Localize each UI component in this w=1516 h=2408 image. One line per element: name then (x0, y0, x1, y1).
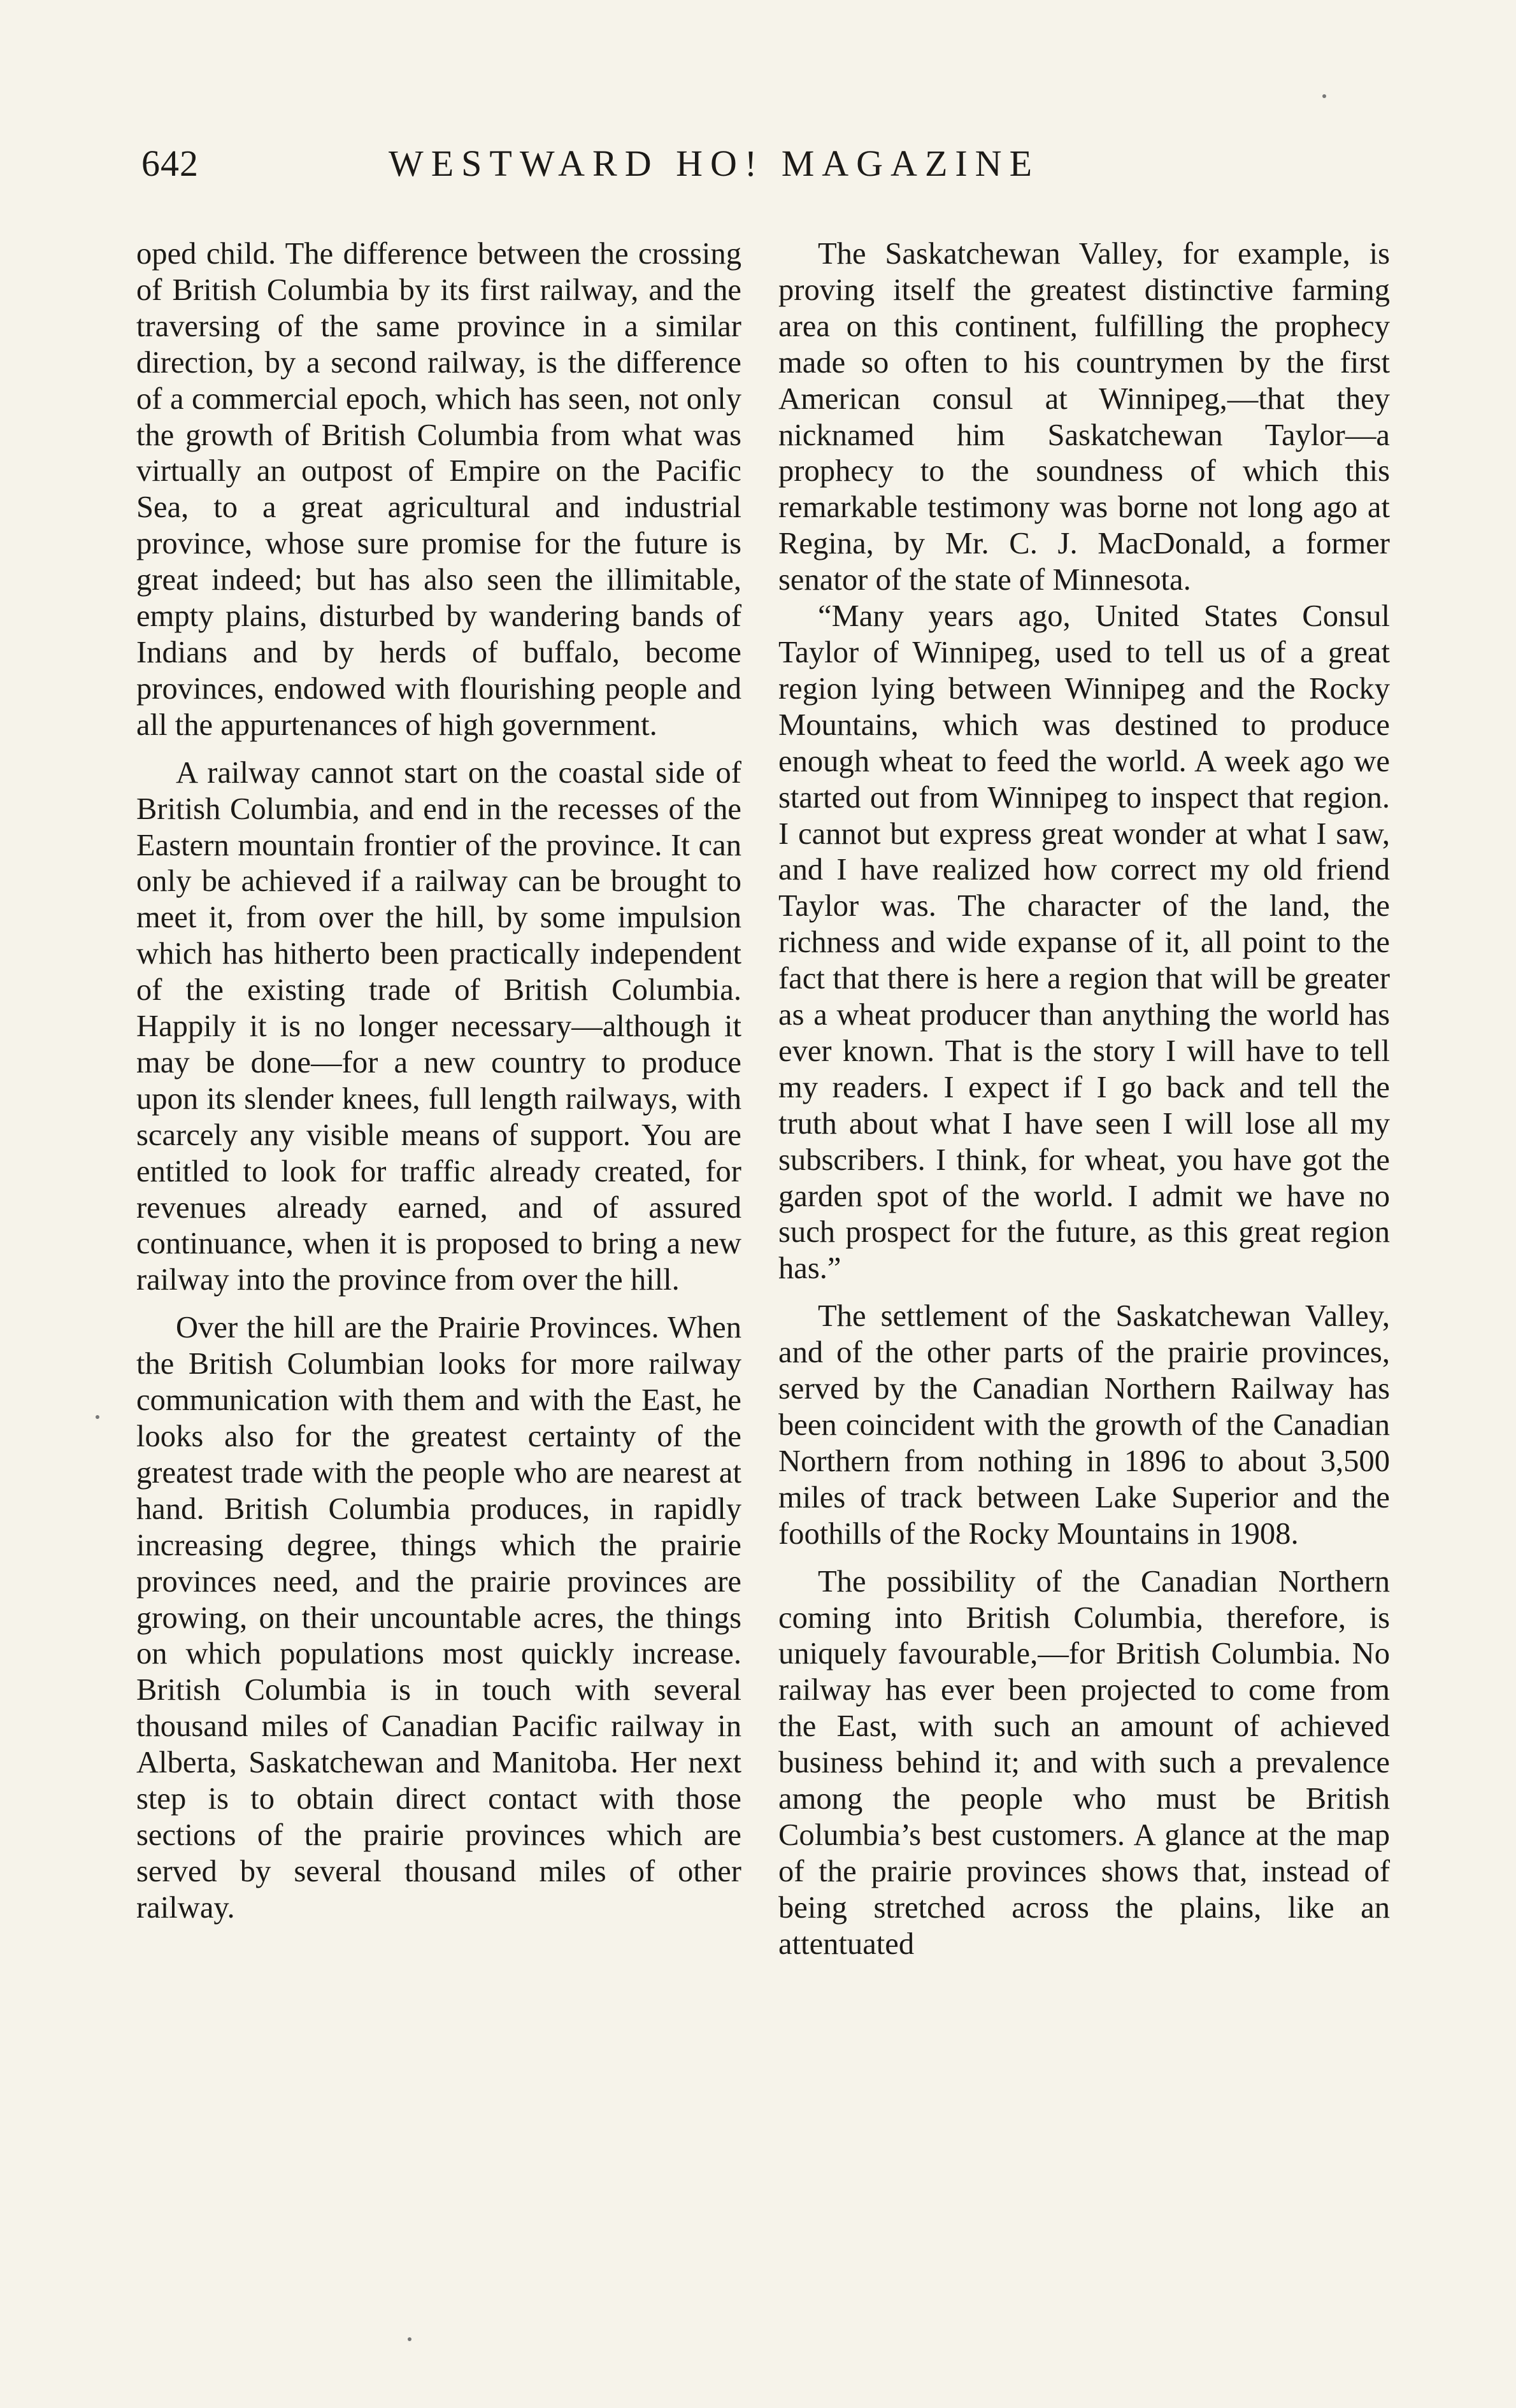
paragraph: Over the hill are the Prairie Provinces. When the British Columbian looks for more railway communication with them and with the East, he looks also for the greatest certainty of the greatest trade with the people who are nearest at hand. British Columbia produces, in rapidly increasing degree, things which the prairie provinces need, and the prairie provinces are growing, on their uncountable acres, the things on which populations most quickly increase. British Columbia is in touch with several thousand miles of Canadian Pacific railway in Alberta, Saskatchewan and Manitoba. Her next step is to obtain direct contact with those sections of the prairie provinces which are served by several thousand miles of other railway. (136, 1310, 741, 1925)
paper-speck (408, 2337, 411, 2341)
paragraph: A railway cannot start on the coastal side of British Columbia, and end in the recesses of the Eastern mountain frontier of the province. It can only be achieved if a railway can be brought to meet it, from over the hill, by some impulsion which has hitherto been practically independent of the existing trade of British Columbia. Happily it is no longer necessary—although it may be done—for a new country to produce upon its slender knees, full length railways, with scarcely any visible means of support. You are entitled to look for traffic already created, for revenues already earned, and of assured continuance, when it is proposed to bring a new railway into the province from over the hill. (136, 755, 741, 1297)
paragraph: The possibility of the Canadian Northern coming into British Columbia, therefore, is uniquely favourable,—for British Columbia. No railway has ever been projected to come from the East, with such an amount of achieved business behind it; and with such a prevalence among the people who must be British Columbia’s best customers. A glance at the map of the prairie provinces shows that, instead of being stretched across the plains, like an attentuated (778, 1564, 1390, 1961)
paper-speck (96, 1415, 99, 1419)
paragraph: oped child. The difference between the crossing of British Columbia by its first railway, and the traversing of the same province in a similar direction, by a second railway, is the difference of a commercial epoch, which has seen, not only the growth of British Columbia from what was virtually an outpost of Empire on the Pacific Sea, to a great agricultural and industrial province, whose sure promise for the future is great indeed; but has also seen the illimitable, empty plains, disturbed by wandering bands of Indians and by herds of buffalo, become provinces, endowed with flourishing people and all the appurtenances of high government. (136, 236, 741, 742)
paragraph: The settlement of the Saskatchewan Valley, and of the other parts of the prairie provinces, served by the Canadian Northern Railway has been coincident with the growth of the Canadian Northern from nothing in 1896 to about 3,500 miles of track between Lake Superior and the foothills of the Rocky Mountains in 1908. (778, 1299, 1390, 1551)
paragraph: “Many years ago, United States Consul Taylor of Winnipeg, used to tell us of a great region lying between Winnipeg and the Rocky Mountains, which was destined to produce enough wheat to feed the world. A week ago we started out from Winnipeg to inspect that region. I cannot but express great wonder at what I saw, and I have realized how correct my old friend Taylor was. The character of the land, the richness and wide expanse of it, all point to the fact that there is here a region that will be greater as a wheat producer than anything the world has ever known. That is the story I will have to tell my readers. I expect if I go back and tell the truth about what I have seen I will lose all my subscribers. I think, for wheat, you have got the garden spot of the world. I admit we have no such prospect for the future, as this great region has.” (778, 599, 1390, 1286)
paragraph: The Saskatchewan Valley, for example, is proving itself the greatest distinctive farming area on this continent, fulfilling the prophecy made so often to his countrymen by the first American consul at Winnipeg,—that they nicknamed him Saskatchewan Taylor—a prophecy to the soundness of which this remarkable testimony was borne not long ago at Regina, by Mr. C. J. MacDonald, a former senator of the state of Minnesota. (778, 236, 1390, 597)
left-column (136, 236, 741, 1926)
right-column (778, 236, 1390, 1962)
page-number: 642 (141, 143, 199, 184)
running-title: WESTWARD HO! MAGAZINE (389, 143, 1040, 184)
paper-speck (1322, 94, 1326, 98)
